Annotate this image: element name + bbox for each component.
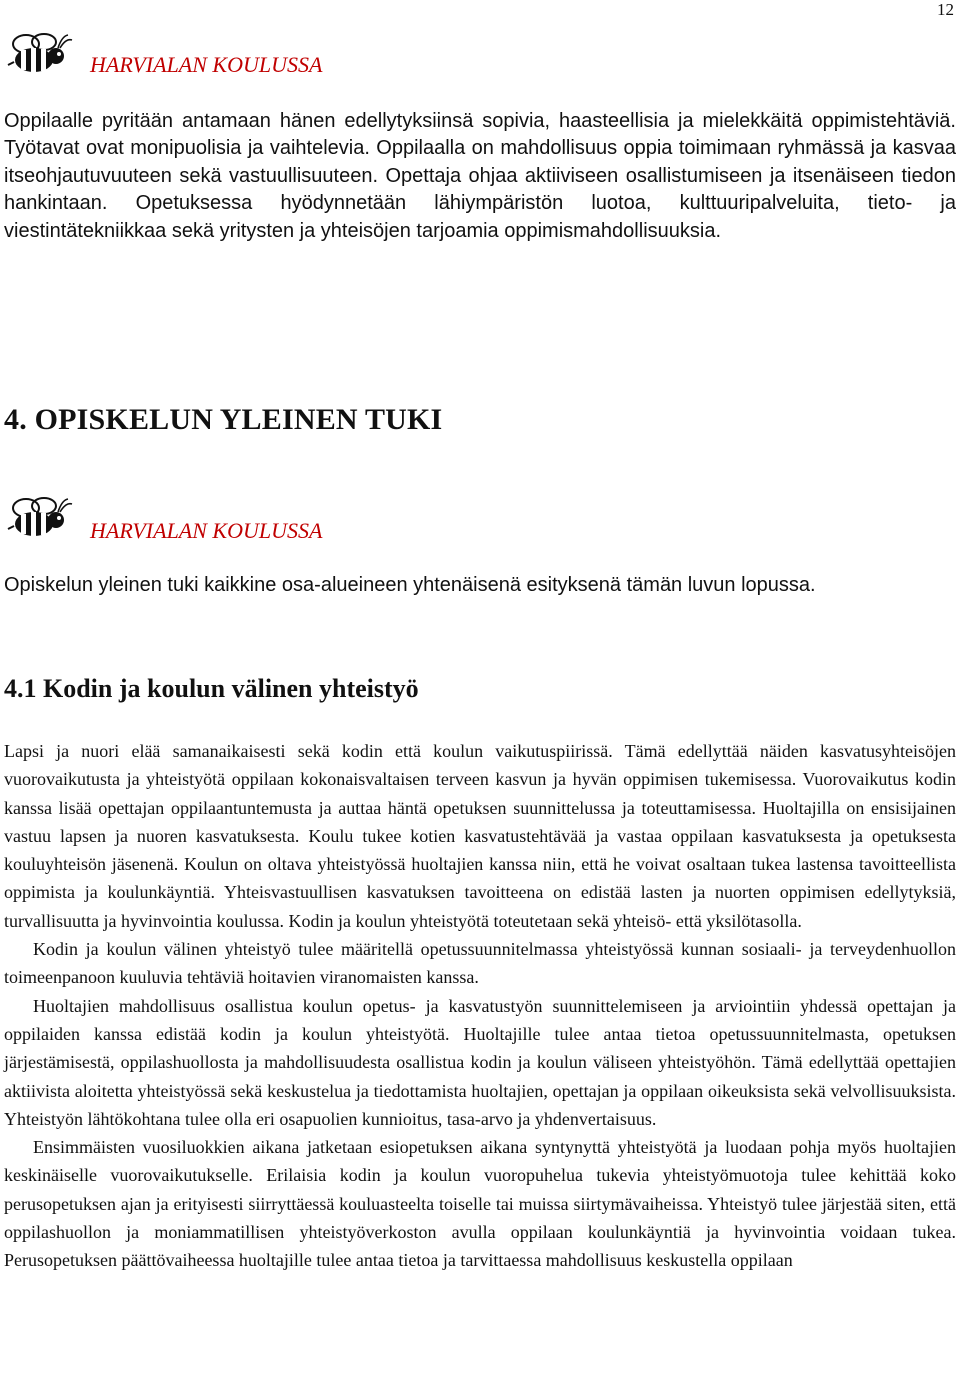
intro-paragraph: Oppilaalle pyritään antamaan hänen edellytyksiinsä sopivia, haasteellisia ja mielekkäitä oppimistehtäviä. Työtavat ovat monipuolisia ja vaihtelevia. Oppilaalla on mahdollisuus oppia toimimaan ryhmässä ja kasvaa itseohjautuvuuteen sekä vastuullisuuteen. Opettaja ohjaa aktiiviseen osallistumiseen ja itsenäiseen tiedon hankintaan. Opetuksessa hyödynnetään lähiympäristön luotoa, kulttuuripalveluita, tieto- ja viestintätekniikkaa sekä yritysten ja yhteisöjen tarjoamia oppimismahdollisuuksia. bbox=[4, 110, 956, 242]
section-4-heading: 4. OPISKELUN YLEINEN TUKI bbox=[4, 403, 443, 436]
section-41-body bbox=[4, 737, 956, 1275]
school-label: HARVIALAN KOULUSSA bbox=[90, 52, 323, 77]
page-number: 12 bbox=[937, 0, 954, 19]
school-label: HARVIALAN KOULUSSA bbox=[90, 518, 323, 543]
body-paragraph: Ensimmäisten vuosiluokkien aikana jatketaan esiopetuksen aikana syntynyttä yhteistyötä ja luodaan pohja myös huoltajien keskinäiselle vuorovaikutukselle. Erilaisia kodin ja koulun vuoropuhelua tukevia yhteistyömuotoja tulee kehittää koko perusopetuksen ajan ja erityisesti siirryttäessä kouluasteelta toiselle tai muissa siirtymävaiheissa. Yhteistyö tulee järjestää siten, että oppilashuollon ja moniammatillisen yhteistyöverkoston avulla oppilaan koulunkäyntiä ja hyvinvointia voidaan tukea. Perusopetuksen päättövaiheessa huoltajille tulee antaa tietoa ja tarvittaessa mahdollisuus keskustella oppilaan bbox=[4, 1137, 956, 1271]
section-4-paragraph: Opiskelun yleinen tuki kaikkine osa-alueineen yhtenäisenä esityksenä tämän luvun lopussa. bbox=[4, 574, 816, 596]
body-paragraph: Huoltajien mahdollisuus osallistua koulun opetus- ja kasvatustyön suunnittelemiseen ja arviointiin yhdessä opettajan ja oppilaiden kanssa edistää kodin ja koulun yhteistyötä. Huoltajille tulee antaa tietoa opetussuunnitelmasta, opetuksen järjestämisestä, oppilashuollosta ja mahdollisuudesta osallistua kodin ja koulun väliseen yhteistyöhön. Tämä edellyttää opettajien aktiivista aloitetta yhteistyössä sekä keskustelua ja tiedottamista huoltajien, opettajan ja oppilaan oikeuksista sekä velvollisuuksista. Yhteistyön lähtökohtana tulee olla eri osapuolien kunnioitus, tasa-arvo ja yhdenvertaisuus. bbox=[4, 995, 956, 1129]
bee-icon bbox=[4, 496, 82, 544]
bee-icon bbox=[4, 32, 82, 80]
body-paragraph: Kodin ja koulun välinen yhteistyö tulee määritellä opetussuunnitelmassa yhteistyössä kunnan sosiaali- ja terveydenhuollon toimeenpanoon kuuluvia tehtäviä hoitavien viranomaisten kanssa. bbox=[4, 939, 956, 988]
section-41-heading: 4.1 Kodin ja koulun välinen yhteistyö bbox=[4, 674, 419, 703]
body-paragraph: Lapsi ja nuori elää samanaikaisesti sekä kodin että koulun vaikutuspiirissä. Tämä edellyttää näiden kasvatusyhteisöjen vuorovaikutusta ja yhteistyötä oppilaan kokonaisvaltaisen terveen kasvun ja hyvän oppimisen tukemisessa. Vuorovaikutus kodin kanssa lisää opettajan oppilaantuntemusta ja auttaa häntä opetuksen suunnittelussa ja toteuttamisessa. Huoltajilla on ensisijainen vastuu lapsen ja nuoren kasvatuksesta. Koulu tukee kotien kasvatustehtävää ja vastaa oppilaan kasvatuksesta ja opetuksesta kouluyhteisön jäsenenä. Koulun on oltava yhteistyössä huoltajien kanssa niin, että he voivat osaltaan tukea lastensa tavoitteellista oppimista ja koulunkäyntiä. Yhteisvastuullisen kasvatuksen tavoitteena on edistää lasten ja nuorten oppimisen edellytyksiä, turvallisuutta ja hyvinvointia koulussa. Kodin ja koulun yhteistyötä toteutetaan sekä yhteisö- että yksilötasolla. bbox=[4, 741, 956, 931]
